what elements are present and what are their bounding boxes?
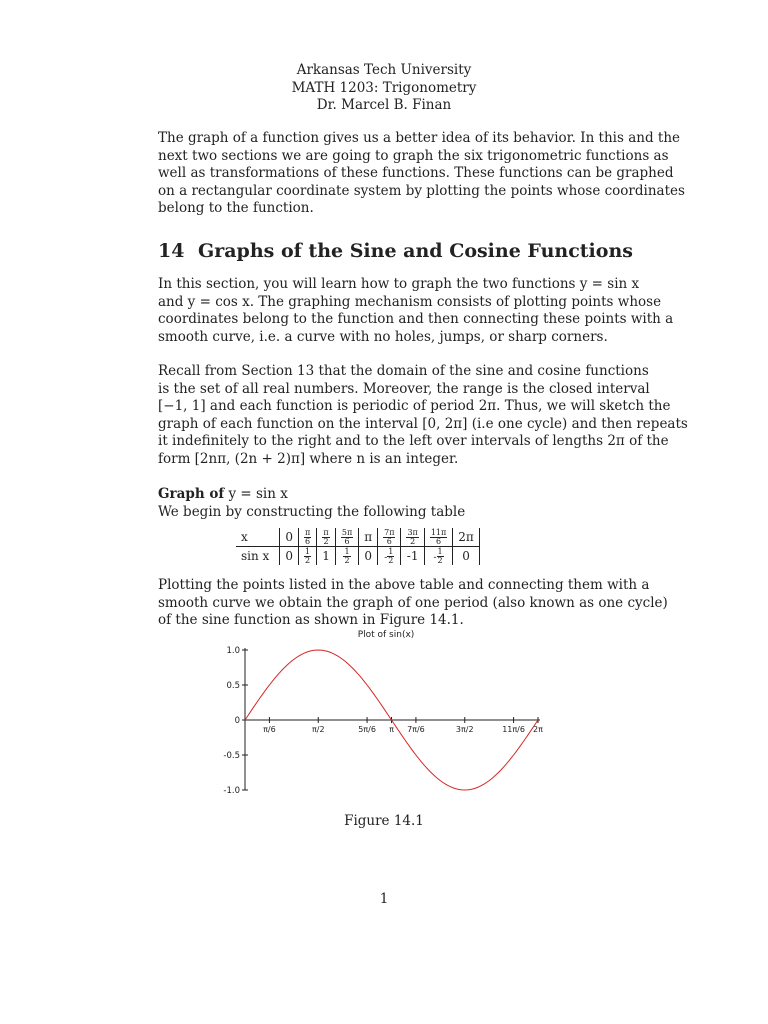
paragraph-domain-range bbox=[158, 363, 688, 468]
text-line: [−1, 1] and each function is periodic of period 2π. Thus, we will sketch the bbox=[158, 398, 671, 414]
x-tick-label: π/6 bbox=[263, 725, 276, 734]
instructor-name: Dr. Marcel B. Finan bbox=[316, 97, 452, 113]
y-tick-label: 1.0 bbox=[226, 646, 240, 656]
table-cell-sin: - $\frac{1}{2}$ bbox=[378, 547, 401, 566]
table-cell-x: $\frac{\pi}{6}$ bbox=[298, 528, 316, 547]
table-cell-sin: 0 bbox=[359, 547, 378, 566]
graph-heading-math: y = sin x bbox=[228, 486, 288, 502]
text-line: smooth curve we obtain the graph of one period (also known as one cycle) bbox=[158, 594, 668, 611]
text-line: Plotting the points listed in the above table and connecting them with a bbox=[158, 577, 650, 593]
table-cell-x: $\frac{\pi}{2}$ bbox=[317, 528, 336, 547]
table-cell-sin: 0 bbox=[280, 547, 299, 566]
x-tick-label: 2π bbox=[533, 725, 543, 734]
row-label-sin: sin x bbox=[236, 547, 280, 566]
table-cell-x: $\frac{11\pi}{6}$ bbox=[424, 528, 452, 547]
university-name: Arkansas Tech University bbox=[296, 62, 472, 78]
sine-plot bbox=[215, 630, 555, 800]
chart-axes bbox=[223, 646, 543, 796]
x-tick-label: π/2 bbox=[311, 725, 325, 734]
paragraph-functions bbox=[158, 276, 674, 346]
text-line: is the set of all real numbers. Moreover, the range is the closed interval bbox=[158, 380, 650, 397]
graph-heading-bold: Graph of bbox=[158, 486, 225, 502]
text-line: it indefinitely to the right and to the left over intervals of lengths 2π of the bbox=[158, 433, 669, 449]
chart-title: Plot of sin(x) bbox=[357, 630, 415, 640]
table-cell-x: $\frac{3\pi}{2}$ bbox=[401, 528, 424, 547]
table-cell-x: π bbox=[359, 528, 378, 547]
section-title: Graphs of the Sine and Cosine Functions bbox=[198, 240, 633, 262]
text-line: of the sine function as shown in Figure 14.1. bbox=[158, 612, 464, 628]
table-cell-x: 0 bbox=[280, 528, 299, 547]
y-tick-label: -1.0 bbox=[223, 786, 240, 796]
sine-value-table bbox=[236, 528, 480, 565]
paragraph-plotting bbox=[158, 577, 668, 630]
x-tick-label: π bbox=[389, 725, 394, 734]
text-line: smooth curve, i.e. a curve with no holes, jumps, or sharp corners. bbox=[158, 328, 608, 345]
text-line: form [2nπ, (2n + 2)π] where n is an integer. bbox=[158, 450, 459, 467]
text-line: well as transformations of these functions. These functions can be graphed bbox=[158, 165, 674, 181]
x-tick-label: 3π/2 bbox=[455, 725, 474, 734]
section-number: 14 bbox=[158, 240, 185, 262]
table-cell-x: $\frac{7\pi}{6}$ bbox=[378, 528, 401, 547]
table-cell-sin: 1 bbox=[317, 547, 336, 566]
text-line: belong to the function. bbox=[158, 200, 314, 216]
x-tick-label: 5π/6 bbox=[358, 725, 376, 734]
x-tick-label: 11π/6 bbox=[502, 725, 525, 734]
table-cell-sin: -1 bbox=[401, 547, 424, 566]
table-cell-sin: $\frac{1}{2}$ bbox=[298, 547, 316, 566]
text-line: next two sections we are going to graph the six trigonometric functions as bbox=[158, 147, 669, 164]
document-header bbox=[0, 62, 768, 115]
text-line: coordinates belong to the function and then connecting these points with a bbox=[158, 311, 674, 327]
y-tick-label: -0.5 bbox=[223, 751, 240, 761]
text-line: and y = cos x. The graphing mechanism consists of plotting points whose bbox=[158, 293, 662, 310]
figure-caption: Figure 14.1 bbox=[344, 813, 424, 829]
row-label-x: x bbox=[236, 528, 280, 547]
course-name: MATH 1203: Trigonometry bbox=[291, 79, 477, 96]
y-tick-label: 0 bbox=[234, 716, 240, 726]
page-number: 1 bbox=[379, 891, 389, 907]
intro-paragraph bbox=[158, 130, 685, 218]
text-line: In this section, you will learn how to graph the two functions y = sin x bbox=[158, 276, 640, 292]
text-line: graph of each function on the interval [0, 2π] (i.e one cycle) and then repeats bbox=[158, 415, 688, 432]
text-line: Recall from Section 13 that the domain of the sine and cosine functions bbox=[158, 363, 649, 379]
table-row-x bbox=[236, 528, 479, 547]
y-tick-label: 0.5 bbox=[226, 681, 240, 691]
text-line: on a rectangular coordinate system by plotting the points whose coordinates bbox=[158, 182, 685, 199]
table-cell-x: $\frac{5\pi}{6}$ bbox=[335, 528, 358, 547]
table-cell-sin: - $\frac{1}{2}$ bbox=[424, 547, 452, 566]
graph-subheading bbox=[158, 486, 610, 521]
table-row-sin bbox=[236, 547, 479, 566]
table-cell-sin: $\frac{1}{2}$ bbox=[335, 547, 358, 566]
table-cell-sin: 0 bbox=[453, 547, 480, 566]
text-line: The graph of a function gives us a better idea of its behavior. In this and the bbox=[158, 130, 680, 146]
x-tick-label: 7π/6 bbox=[407, 725, 425, 734]
table-cell-x: 2π bbox=[453, 528, 480, 547]
table-intro: We begin by constructing the following table bbox=[158, 503, 466, 520]
section-heading bbox=[158, 240, 633, 262]
